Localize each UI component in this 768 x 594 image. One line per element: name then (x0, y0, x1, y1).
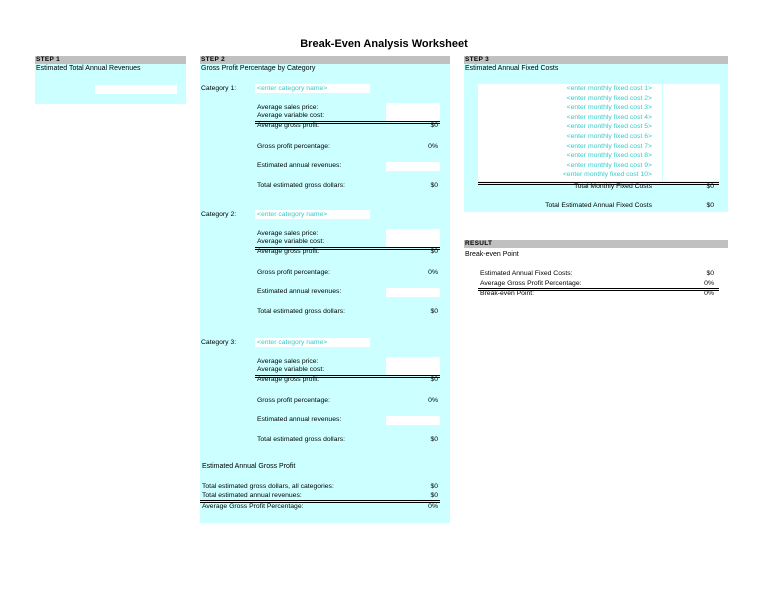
fixed-cost-label[interactable]: <enter monthly fixed cost 9> (566, 161, 652, 169)
breakeven-point-value: 0% (704, 290, 714, 297)
avg-variable-cost-label: Average variable cost: (257, 112, 325, 119)
step2-subtitle: Gross Profit Percentage by Category (201, 65, 316, 72)
fixed-cost-label[interactable]: <enter monthly fixed cost 7> (566, 142, 652, 150)
est-revenues-label: Estimated annual revenues: (257, 162, 342, 169)
category-name-placeholder: <enter category name> (257, 85, 328, 92)
avg-gross-profit-value: $0 (430, 122, 438, 129)
total-gross-value: $0 (430, 308, 438, 315)
category-name-placeholder: <enter category name> (257, 339, 328, 346)
gp-percentage-label: Gross profit percentage: (257, 143, 330, 150)
total-gross-all-value: $0 (430, 483, 438, 490)
total-revenues-input[interactable] (95, 85, 177, 94)
avg-gross-profit-label: Average gross profit: (257, 248, 320, 255)
fixed-cost-label[interactable]: <enter monthly fixed cost 1> (566, 85, 652, 92)
avg-variable-cost-label: Average variable cost: (257, 238, 325, 245)
avg-gp-pct-label: Average Gross Profit Percentage: (202, 503, 304, 510)
total-gross-value: $0 (430, 182, 438, 189)
est-revenues-input[interactable] (386, 288, 440, 297)
category-label: Category 1: (201, 85, 237, 92)
gp-percentage-value: 0% (428, 143, 438, 150)
gp-percentage-value: 0% (428, 269, 438, 276)
step2-header: STEP 2 (200, 56, 450, 64)
avg-gross-profit-label: Average gross profit: (257, 122, 320, 129)
category-label: Category 3: (201, 339, 237, 346)
category-label: Category 2: (201, 211, 237, 218)
result-subtitle: Break-even Point (465, 251, 519, 258)
fixed-cost-label[interactable]: <enter monthly fixed cost 2> (566, 94, 652, 102)
gross-profit-summary-heading: Estimated Annual Gross Profit (202, 463, 296, 470)
gp-percentage-label: Gross profit percentage: (257, 269, 330, 276)
category-name-placeholder: <enter category name> (257, 211, 328, 218)
total-annual-fixed-value: $0 (706, 202, 714, 209)
fixed-cost-label[interactable]: <enter monthly fixed cost 4> (566, 113, 652, 121)
total-gross-label: Total estimated gross dollars: (257, 436, 346, 443)
fixed-costs-value-column[interactable] (662, 84, 720, 181)
fixed-cost-label[interactable]: <enter monthly fixed cost 5> (566, 123, 652, 131)
result-avg-gp-label: Average Gross Profit Percentage: (480, 280, 582, 287)
avg-gross-profit-label: Average gross profit: (257, 376, 320, 383)
total-annual-fixed-label: Total Estimated Annual Fixed Costs (545, 202, 652, 209)
est-revenues-input[interactable] (386, 162, 440, 171)
total-gross-label: Total estimated gross dollars: (257, 182, 346, 189)
fixed-cost-label[interactable]: <enter monthly fixed cost 6> (566, 133, 652, 140)
total-revenues-value: $0 (430, 492, 438, 499)
gp-percentage-value: 0% (428, 397, 438, 404)
annual-fixed-costs-value: $0 (706, 270, 714, 277)
fixed-cost-label[interactable]: <enter monthly fixed cost 3> (566, 104, 652, 112)
annual-fixed-costs-label: Estimated Annual Fixed Costs: (480, 270, 573, 277)
avg-gross-profit-value: $0 (430, 248, 438, 255)
total-monthly-fixed-label: Total Monthly Fixed Costs (574, 183, 652, 190)
fixed-cost-label[interactable]: <enter monthly fixed cost 10> (562, 171, 652, 179)
step1-subtitle: Estimated Total Annual Revenues (36, 65, 141, 72)
total-revenues-label: Total estimated annual revenues: (202, 492, 302, 499)
est-revenues-label: Estimated annual revenues: (257, 416, 342, 423)
avg-sales-price-input[interactable] (386, 229, 440, 247)
total-gross-all-label: Total estimated gross dollars, all categories: (202, 483, 334, 490)
gp-percentage-label: Gross profit percentage: (257, 397, 330, 404)
step1-header: STEP 1 (35, 56, 186, 64)
result-header: RESULT (464, 240, 728, 248)
breakeven-point-label: Break-even Point: (480, 290, 535, 297)
est-revenues-input[interactable] (386, 416, 440, 425)
total-gross-label: Total estimated gross dollars: (257, 308, 346, 315)
avg-sales-price-label: Average sales price: (257, 358, 319, 365)
total-monthly-fixed-value: $0 (706, 183, 714, 190)
result-avg-gp-value: 0% (704, 280, 714, 287)
fixed-cost-label[interactable]: <enter monthly fixed cost 8> (566, 152, 652, 160)
page-title: Break-Even Analysis Worksheet (300, 38, 468, 50)
avg-sales-price-label: Average sales price: (257, 104, 319, 111)
est-revenues-label: Estimated annual revenues: (257, 288, 342, 295)
avg-gp-pct-value: 0% (428, 503, 438, 510)
avg-sales-price-input[interactable] (386, 357, 440, 375)
avg-gross-profit-value: $0 (430, 376, 438, 383)
avg-variable-cost-label: Average variable cost: (257, 366, 325, 373)
avg-sales-price-label: Average sales price: (257, 230, 319, 237)
avg-sales-price-input[interactable] (386, 103, 440, 121)
step3-subtitle: Estimated Annual Fixed Costs (465, 65, 559, 72)
step3-header: STEP 3 (464, 56, 728, 64)
total-gross-value: $0 (430, 436, 438, 443)
